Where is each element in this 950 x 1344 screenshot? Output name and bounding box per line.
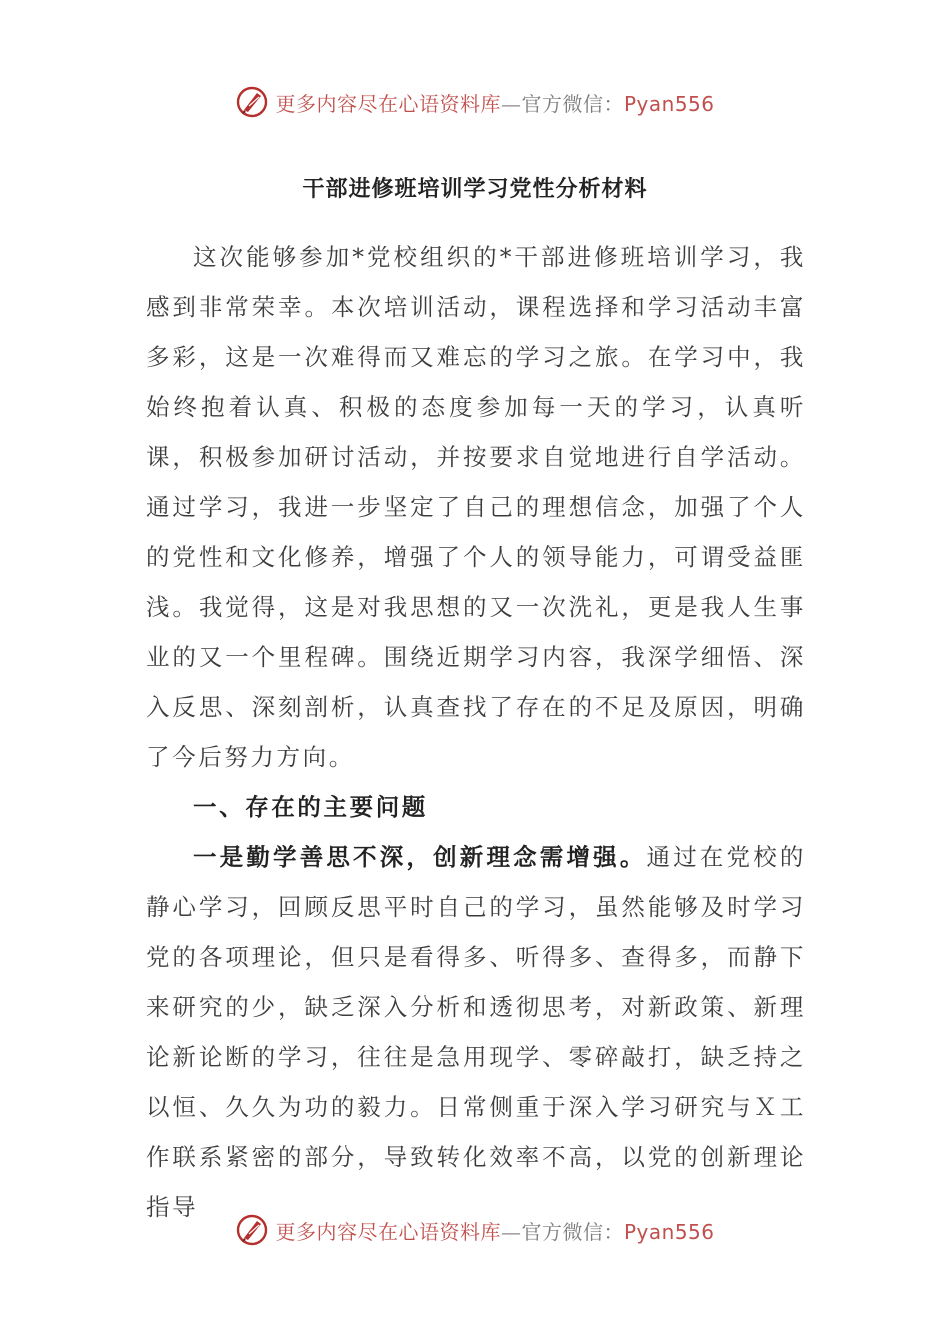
quill-pen-logo-icon	[235, 1213, 269, 1247]
header-banner	[0, 82, 950, 122]
point-one-paragraph	[146, 832, 806, 1232]
document-title: 干部进修班培训学习党性分析材料	[302, 177, 648, 202]
banner-wechat-label: 官方微信：	[521, 1219, 624, 1244]
document-body	[146, 232, 806, 1232]
quill-pen-logo-icon	[235, 85, 269, 119]
banner-wechat-label: 官方微信：	[521, 91, 624, 116]
footer-banner	[0, 1210, 950, 1250]
banner-wechat-id: Pyan556	[623, 91, 715, 116]
section-heading-problems: 一、存在的主要问题	[193, 793, 428, 821]
banner-main-text: 更多内容尽在心语资料库	[275, 91, 501, 116]
banner-text	[275, 88, 714, 117]
banner-separator: —	[500, 1219, 522, 1244]
intro-paragraph: 这次能够参加*党校组织的*干部进修班培训学习，我感到非常荣幸。本次培训活动，课程选择和学习活动丰富多彩，这是一次难得而又难忘的学习之旅。在学习中，我始终抱着认真、积极的态度参加每一天的学习，认真听课，积极参加研讨活动，并按要求自觉地进行自学活动。通过学习，我进一步坚定了自己的理想信念，加强了个人的党性和文化修养，增强了个人的领导能力，可谓受益匪浅。我觉得，这是对我思想的又一次洗礼，更是我人生事业的又一个里程碑。围绕近期学习内容，我深学细悟、深入反思、深刻剖析，认真查找了存在的不足及原因，明确了今后努力方向。	[146, 243, 806, 771]
banner-separator: —	[500, 91, 522, 116]
point-one-lead: 一是勤学善思不深，创新理念需增强。	[193, 843, 647, 871]
banner-text	[275, 1216, 714, 1245]
banner-wechat-id: Pyan556	[623, 1219, 715, 1244]
point-one-body: 通过在党校的静心学习，回顾反思平时自己的学习，虽然能够及时学习党的各项理论，但只是看得多、听得多、查得多，而静下来研究的少，缺乏深入分析和透彻思考，对新政策、新理论新论断的学习，往往是急用现学、零碎敲打，缺乏持之以恒、久久为功的毅力。日常侧重于深入学习研究与Ｘ工作联系紧密的部分，导致转化效率不高，以党的创新理论指导	[146, 843, 806, 1221]
banner-main-text: 更多内容尽在心语资料库	[275, 1219, 501, 1244]
